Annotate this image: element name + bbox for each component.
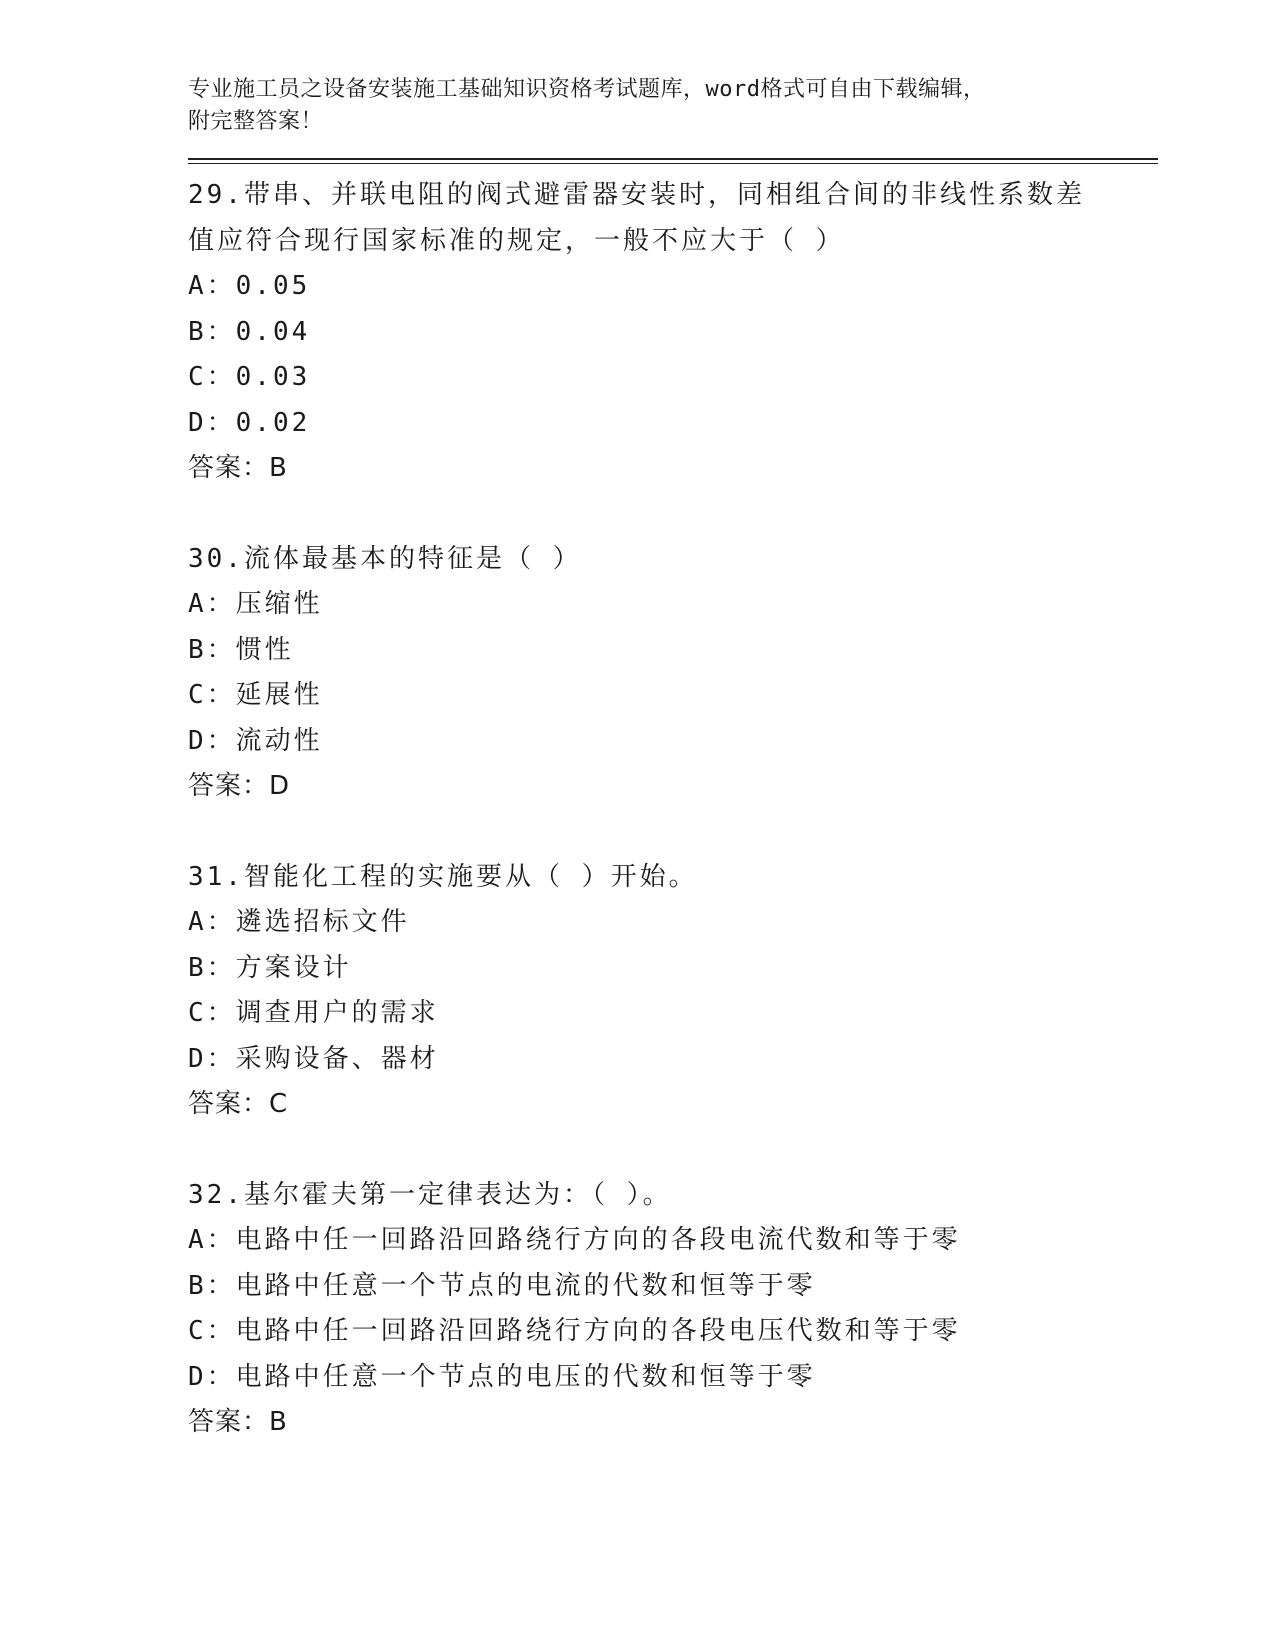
answer-line: 答案：D: [188, 771, 291, 801]
answer-line: 答案：B: [188, 453, 288, 483]
option-b: B：方案设计: [188, 952, 352, 983]
option-a: A：遴选招标文件: [188, 907, 410, 937]
question-stem-line: 31.智能化工程的实施要从（ ）开始。: [188, 862, 698, 892]
option-c: C：0.03: [188, 362, 311, 392]
option-c: C：延展性: [188, 680, 323, 710]
question-29: [188, 172, 1158, 491]
option-c: C：调查用户的需求: [188, 998, 439, 1028]
question-stem-line: 30.流体最基本的特征是（ ）: [188, 544, 582, 574]
question-stem-line: 32.基尔霍夫第一定律表达为：（ ）。: [188, 1180, 672, 1210]
header-line-2: 附完整答案！: [188, 109, 324, 134]
question-stem-line: 29.带串、并联电阻的阀式避雷器安装时，同相组合间的非线性系数差: [188, 180, 1085, 210]
option-d: D：电路中任意一个节点的电压的代数和恒等于零: [188, 1361, 816, 1392]
question-32: [188, 1172, 1158, 1445]
option-a: A：压缩性: [188, 589, 323, 619]
document-page: [188, 74, 1158, 1490]
option-d: D：0.02: [188, 407, 311, 438]
answer-line: 答案：C: [188, 1089, 289, 1119]
option-c: C：电路中任一回路沿回路绕行方向的各段电压代数和等于零: [188, 1316, 961, 1346]
option-a: A：0.05: [188, 271, 311, 301]
question-30: [188, 536, 1158, 809]
question-stem-line: 值应符合现行国家标准的规定，一般不应大于（ ）: [188, 226, 845, 256]
option-d: D：流动性: [188, 725, 323, 756]
answer-line: 答案：B: [188, 1407, 288, 1437]
question-31: [188, 854, 1158, 1127]
option-b: B：电路中任意一个节点的电流的代数和恒等于零: [188, 1270, 816, 1301]
option-b: B：0.04: [188, 316, 311, 347]
document-header-note: [188, 74, 1158, 138]
header-divider: [188, 158, 1158, 164]
header-line-1: 专业施工员之设备安装施工基础知识资格考试题库，word格式可自由下载编辑，: [188, 77, 986, 102]
option-d: D：采购设备、器材: [188, 1043, 439, 1074]
question-list: [188, 172, 1158, 1445]
option-b: B：惯性: [188, 634, 294, 665]
option-a: A：电路中任一回路沿回路绕行方向的各段电流代数和等于零: [188, 1225, 961, 1255]
